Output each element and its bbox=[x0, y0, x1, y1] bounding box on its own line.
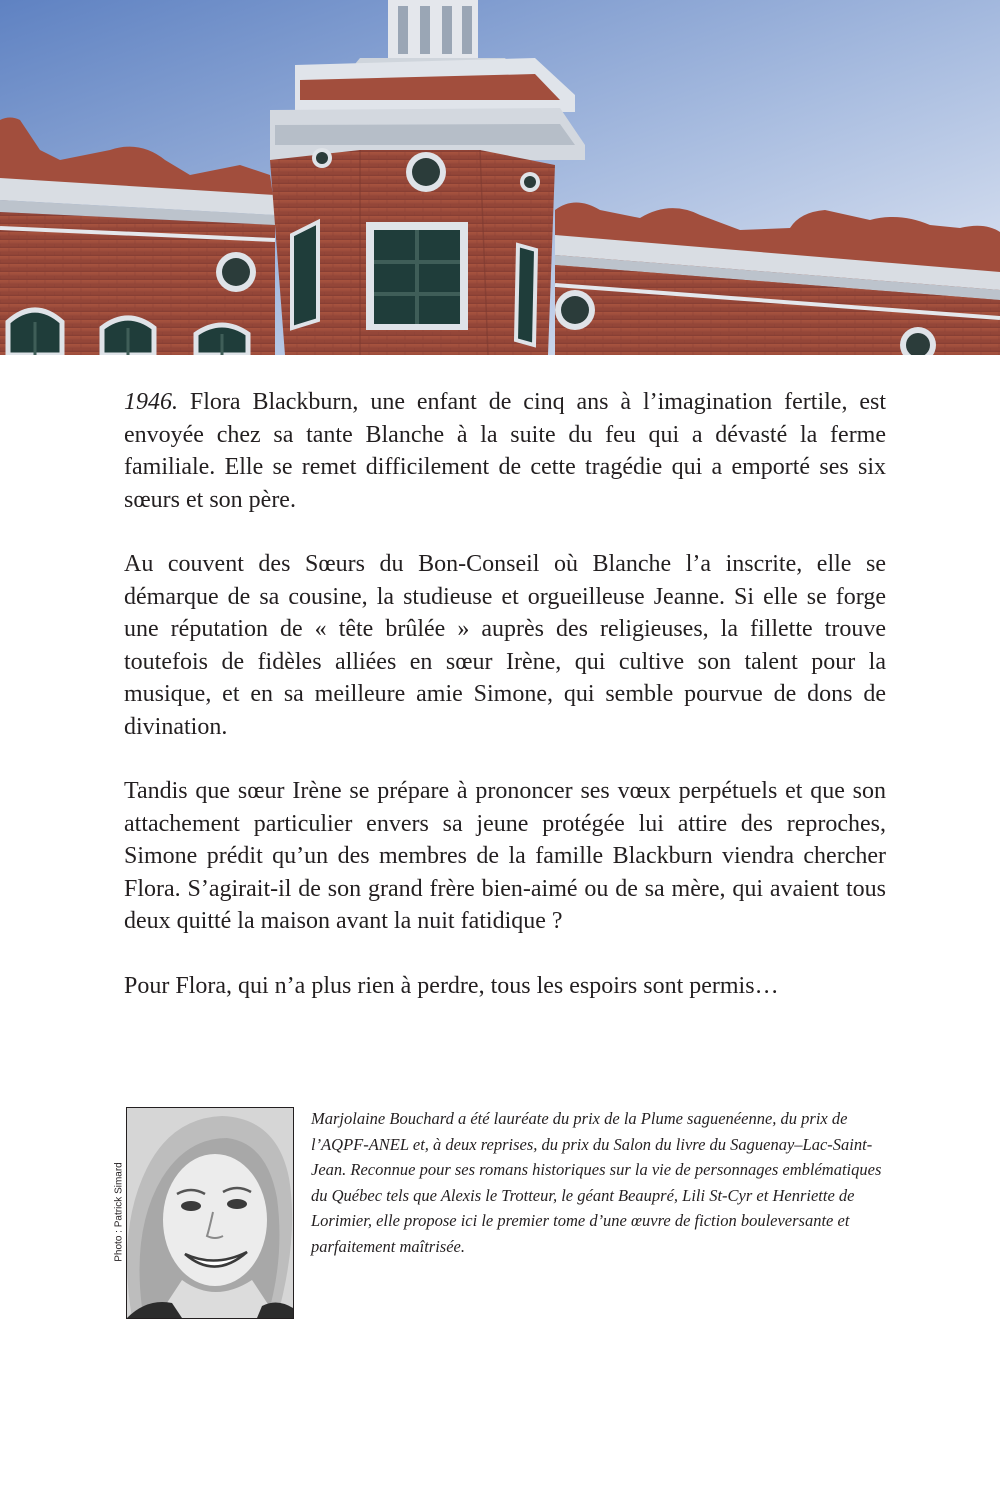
book-summary bbox=[124, 386, 886, 1034]
author-portrait bbox=[126, 1107, 294, 1319]
summary-paragraph-2: Au couvent des Sœurs du Bon-Conseil où Blanche l’a inscrite, elle se démarque de sa cousine, la studieuse et orgueilleuse Jeanne. Si elle se forge une réputation de « tête brûlée » auprès des religieuses, la fillette trouve toutefois de fidèles alliées en sœur Irène, qui cultive son talent pour la musique, et en sa meilleure amie Simone, qui semble pourvue de dons de divination. bbox=[124, 551, 886, 740]
summary-paragraph-3: Tandis que sœur Irène se prépare à prononcer ses vœux perpétuels et que son attachement particulier envers sa jeune protégée lui attire des reproches, Simone prédit qu’un des membres de la famille Blackburn viendra chercher Flora. S’agirait-il de son grand frère bien-aimé ou de sa mère, qui avaient tous deux quitté la maison avant la nuit fatidique ? bbox=[124, 778, 886, 934]
convent-building-image bbox=[0, 0, 1000, 355]
photo-credit bbox=[112, 1105, 126, 1319]
summary-year: 1946. bbox=[124, 389, 178, 415]
summary-paragraph-1-text: Flora Blackburn, une enfant de cinq ans à l’imagination fertile, est envoyée chez sa tante Blanche à la suite du feu qui a dévasté la ferme familiale. Elle se remet difficilement de cette tragédie qui a emporté ses six sœurs et son père. bbox=[124, 389, 886, 513]
summary-paragraph-4: Pour Flora, qui n’a plus rien à perdre, tous les espoirs sont permis… bbox=[124, 972, 779, 999]
author-biography: Marjolaine Bouchard a été lauréate du prix de la Plume saguenéenne, du prix de l’AQPF-ANEL et, à deux reprises, du prix du Salon du livre du Saguenay–Lac-Saint-Jean. Reconnue pour ses romans historiques sur la vie de personnages emblématiques du Québec tels que Alexis le Trotteur, le géant Beaupré, Lili St-Cyr et Henriette de Lorimier, elle propose ici le premier tome d’une œuvre de fiction bouleversante et parfaitement maîtrisée. bbox=[311, 1109, 882, 1256]
building-illustration bbox=[0, 0, 1000, 355]
photo-credit-text: Photo : Patrick Simard bbox=[113, 1162, 125, 1262]
summary-paragraph-1 bbox=[124, 386, 886, 516]
author-section bbox=[112, 1105, 892, 1325]
author-portrait-image bbox=[127, 1108, 293, 1318]
